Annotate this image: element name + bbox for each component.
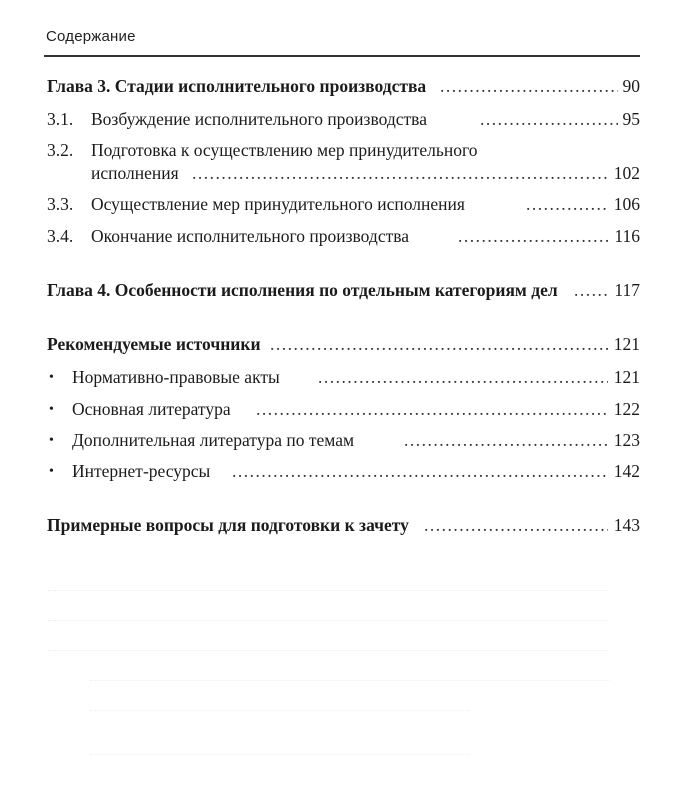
toc-entry-page: 122 <box>613 399 640 419</box>
toc-entry-title: Рекомендуемые источники <box>47 334 261 354</box>
dot-leader <box>440 75 618 97</box>
toc-entry-title: Основная литература <box>72 399 231 419</box>
dot-leader <box>424 514 608 536</box>
toc-entry-page: 116 <box>614 226 640 246</box>
toc-entry-number: 3.4. <box>47 226 74 246</box>
toc-entry-page: 123 <box>613 430 640 450</box>
toc-entry-title: Дополнительная литература по темам <box>72 430 355 450</box>
dot-leader <box>192 162 608 184</box>
toc-entry-page: 121 <box>613 367 640 387</box>
toc-entry-page: 95 <box>622 109 640 129</box>
bullet-icon: • <box>49 464 54 479</box>
dot-leader <box>526 193 608 215</box>
toc-entry-page: 106 <box>613 194 640 214</box>
toc-entry-title: Примерные вопросы для подготовки к зачету <box>47 515 409 535</box>
dot-leader <box>480 108 618 130</box>
toc-entry-page: 121 <box>613 334 640 354</box>
dot-leader <box>256 398 608 420</box>
toc-entry-number: 3.3. <box>47 194 74 214</box>
toc-entry-title: Глава 4. Особенности исполнения по отдельным категориям дел <box>47 280 558 300</box>
dot-leader <box>232 460 608 482</box>
toc-entry-title: Интернет-ресурсы <box>72 461 211 481</box>
toc-entry-page: 117 <box>614 280 640 300</box>
toc-entry-title-cont: исполнения <box>91 163 179 183</box>
dot-leader <box>574 279 608 301</box>
toc-entry-page: 142 <box>613 461 640 481</box>
toc-entry-title: Окончание исполнительного производства <box>91 226 410 246</box>
bullet-icon: • <box>49 402 54 417</box>
dot-leader <box>404 429 608 451</box>
toc-entry-title: Глава 3. Стадии исполнительного производства <box>47 76 427 96</box>
bullet-icon: • <box>49 433 54 448</box>
bullet-icon: • <box>49 370 54 385</box>
toc-entry-title: Подготовка к осуществлению мер принудительного <box>91 140 478 160</box>
dot-leader <box>270 333 608 355</box>
dot-leader <box>458 225 608 247</box>
toc-entry-title: Нормативно-правовые акты <box>72 367 280 387</box>
toc-entry-page: 102 <box>613 163 640 183</box>
running-head: Содержание <box>46 28 136 45</box>
toc-entry-number: 3.2. <box>47 140 74 160</box>
toc-entry-page: 143 <box>613 515 640 535</box>
toc-entry-page: 90 <box>622 76 640 96</box>
toc-entry-title: Возбуждение исполнительного производства <box>91 109 427 129</box>
header-rule <box>44 55 640 57</box>
toc-entry-title: Осуществление мер принудительного исполнения <box>91 194 465 214</box>
toc-entry-number: 3.1. <box>47 109 74 129</box>
dot-leader <box>318 366 608 388</box>
